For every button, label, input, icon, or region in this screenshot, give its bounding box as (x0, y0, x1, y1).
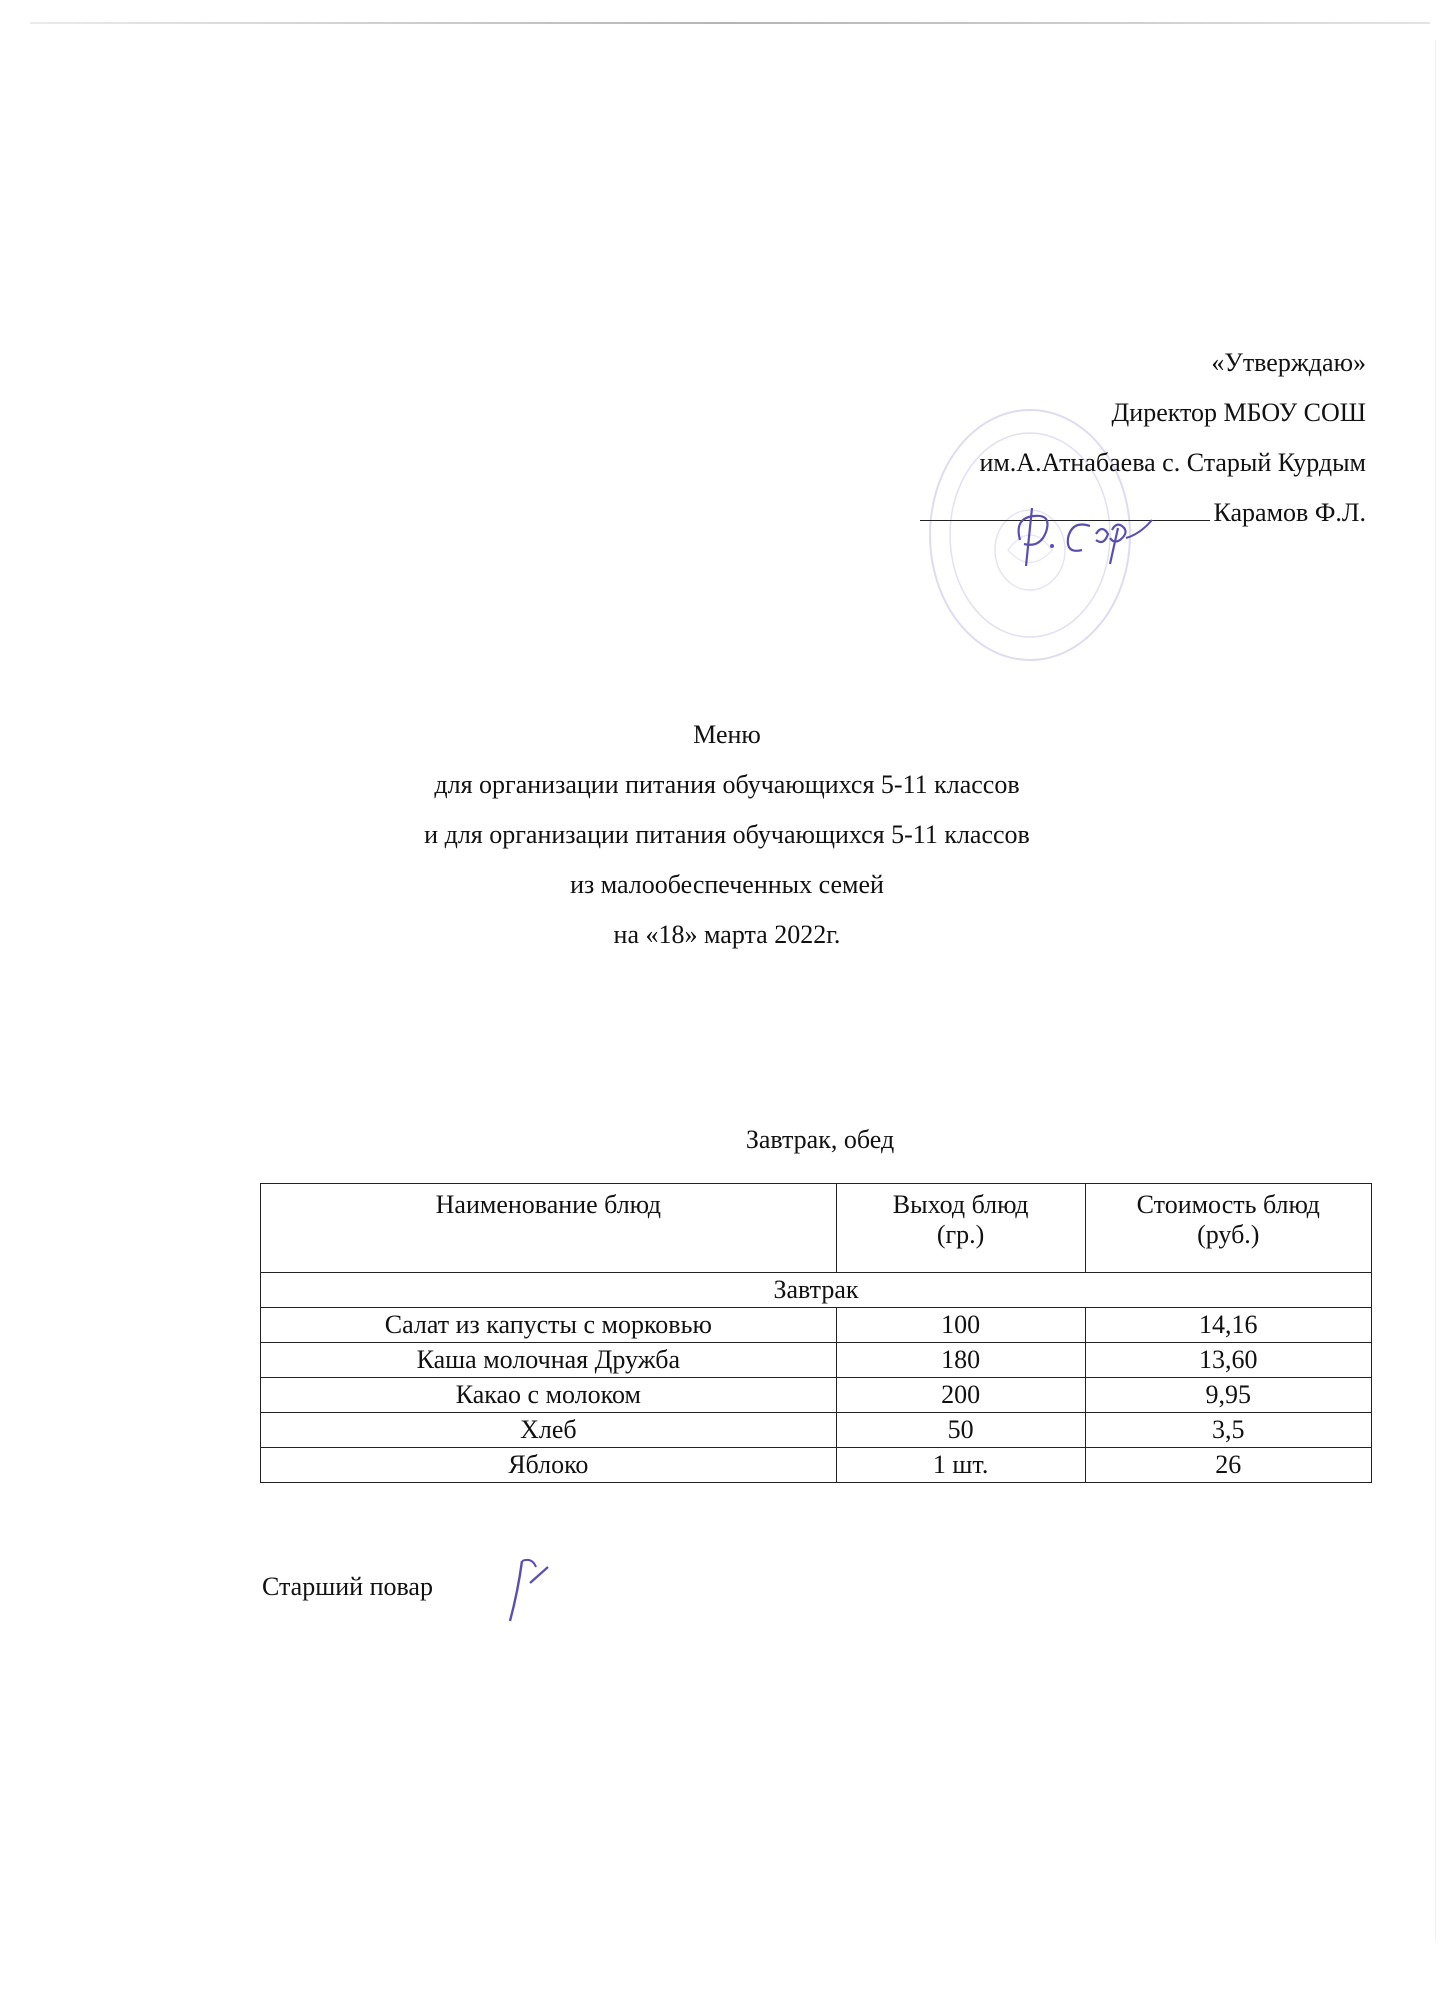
approval-block (666, 338, 1366, 538)
school-name: им.А.Атнабаева с. Старый Курдым (979, 448, 1366, 477)
dish-output: 50 (836, 1413, 1085, 1448)
dish-name: Какао с молоком (261, 1378, 837, 1413)
table-row (261, 1413, 1372, 1448)
section-breakfast: Завтрак (261, 1273, 1372, 1308)
director-name: Карамов Ф.Л. (1213, 498, 1366, 527)
header-output-line-2: (гр.) (936, 1220, 985, 1249)
menu-table (260, 1183, 1372, 1483)
table-header-row (261, 1184, 1372, 1273)
header-dish-name (261, 1184, 837, 1273)
table-row (261, 1343, 1372, 1378)
director-signature-line (666, 488, 1366, 538)
cook-label: Старший повар (262, 1572, 433, 1601)
title-block (0, 710, 1454, 960)
table-row (261, 1448, 1372, 1483)
table-row (261, 1378, 1372, 1413)
dish-cost: 3,5 (1085, 1413, 1371, 1448)
scan-edge-right (1435, 40, 1436, 1940)
scan-edge-top (30, 22, 1430, 24)
signature-underline (920, 494, 1210, 521)
dish-output: 180 (836, 1343, 1085, 1378)
director-position: Директор МБОУ СОШ (1111, 398, 1366, 427)
dish-name: Салат из капусты с морковью (261, 1308, 837, 1343)
header-cost (1085, 1184, 1371, 1273)
dish-cost: 26 (1085, 1448, 1371, 1483)
menu-date: на «18» марта 2022г. (613, 920, 841, 949)
header-cost-line-2: (руб.) (1197, 1220, 1260, 1249)
dish-name: Каша молочная Дружба (261, 1343, 837, 1378)
dish-output: 200 (836, 1378, 1085, 1413)
title-line-2: и для организации питания обучающихся 5-11 классов (424, 820, 1030, 849)
header-output-line-1: Выход блюд (892, 1190, 1029, 1219)
dish-output: 100 (836, 1308, 1085, 1343)
table-row (261, 1308, 1372, 1343)
dish-cost: 9,95 (1085, 1378, 1371, 1413)
cook-signature (500, 1555, 560, 1625)
header-output (836, 1184, 1085, 1273)
dish-name: Хлеб (261, 1413, 837, 1448)
dish-cost: 13,60 (1085, 1343, 1371, 1378)
title-line-3: из малообеспеченных семей (570, 870, 884, 899)
dish-cost: 14,16 (1085, 1308, 1371, 1343)
approve-label: «Утверждаю» (1211, 348, 1366, 377)
header-dish-name-label: Наименование блюд (435, 1190, 662, 1219)
header-cost-line-1: Стоимость блюд (1136, 1190, 1320, 1219)
section-row (261, 1273, 1372, 1308)
dish-output: 1 шт. (836, 1448, 1085, 1483)
title-line-1: для организации питания обучающихся 5-11 классов (434, 770, 1020, 799)
dish-name: Яблоко (261, 1448, 837, 1483)
meal-heading: Завтрак, обед (745, 1125, 895, 1154)
menu-title: Меню (693, 720, 761, 749)
